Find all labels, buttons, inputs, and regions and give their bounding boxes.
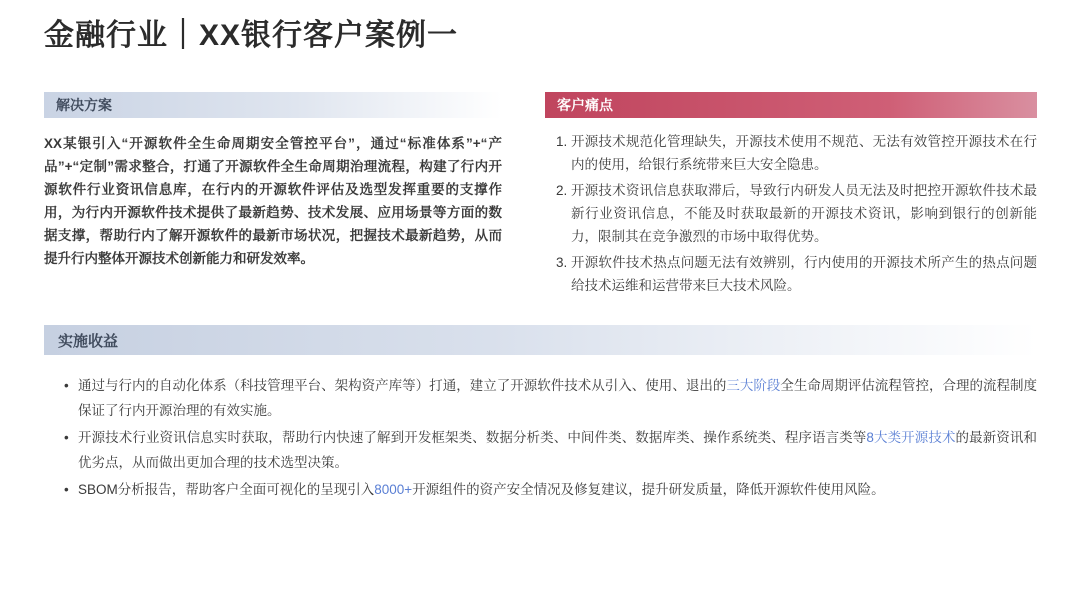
benefit-text-suffix: 的最新资讯和优劣点，从而做出更加合理的技术选型决策。 bbox=[78, 430, 1037, 470]
benefit-text-highlight: 8000+ bbox=[374, 482, 413, 497]
benefit-text-highlight: 三大阶段 bbox=[726, 378, 781, 393]
pain-points-list bbox=[545, 130, 1037, 297]
list-item bbox=[64, 373, 1037, 423]
benefits-list bbox=[44, 373, 1037, 502]
benefit-text-prefix: 开源技术行业资讯信息实时获取，帮助行内快速了解到开发框架类、数据分析类、中间件类、数据库类、操作系统类、程序语言类等 bbox=[78, 430, 867, 445]
benefits-section bbox=[44, 325, 1037, 504]
list-item: 1. 开源技术规范化管理缺失，开源技术使用不规范、无法有效管控开源技术在行内的使用，给银行系统带来巨大安全隐患。 bbox=[571, 130, 1037, 176]
benefits-heading-bar bbox=[44, 325, 1037, 355]
solution-heading-bar bbox=[44, 92, 502, 118]
benefit-text-suffix: 开源组件的资产安全情况及修复建议，提升研发质量，降低开源软件使用风险。 bbox=[412, 482, 885, 497]
benefit-text-highlight: 8大类开源技术 bbox=[866, 430, 956, 445]
pain-points-heading-label: 客户痛点 bbox=[557, 99, 613, 114]
benefits-heading-label: 实施收益 bbox=[58, 333, 119, 350]
solution-heading-label: 解决方案 bbox=[56, 99, 112, 114]
benefit-text-prefix: SBOM分析报告，帮助客户全面可视化的呈现引入 bbox=[78, 482, 375, 497]
solution-body-text: XX某银引入“开源软件全生命周期安全管控平台”，通过“标准体系”+“产品”+“定制”需求整合，打通了开源软件全生命周期治理流程，构建了行内开源软件行业资讯信息库，在行内的开源软件评估及选型发挥重要的支撑作用，为行内开源软件技术提供了最新趋势、技术发展、应用场景等方面的数据支撑，帮助行内了解开源软件的最新市场状况，把握技术最新趋势，从而提升行内整体开源技术创新能力和研发效率。 bbox=[44, 136, 502, 266]
list-item bbox=[64, 425, 1037, 475]
benefit-text-suffix: 全生命周期评估流程管控，合理的流程制度保证了行内开源治理的有效实施。 bbox=[78, 378, 1038, 418]
pain-points-heading-bar bbox=[545, 92, 1037, 118]
page-title: 金融行业｜XX银行客户案例一 bbox=[44, 19, 459, 52]
benefit-text-prefix: 通过与行内的自动化体系（科技管理平台、架构资产库等）打通，建立了开源软件技术从引入、使用、退出的 bbox=[78, 378, 727, 393]
pain-points-column bbox=[545, 92, 1037, 300]
list-item: 3. 开源软件技术热点问题无法有效辨别，行内使用的开源技术所产生的热点问题给技术运维和运营带来巨大技术风险。 bbox=[571, 251, 1037, 297]
list-item bbox=[64, 477, 1037, 502]
solution-column bbox=[44, 92, 502, 270]
list-item: 2. 开源技术资讯信息获取滞后，导致行内研发人员无法及时把控开源软件技术最新行业资讯信息，不能及时获取最新的开源技术资讯，影响到银行的创新能力，限制其在竞争激烈的市场中取得优势。 bbox=[571, 179, 1037, 248]
